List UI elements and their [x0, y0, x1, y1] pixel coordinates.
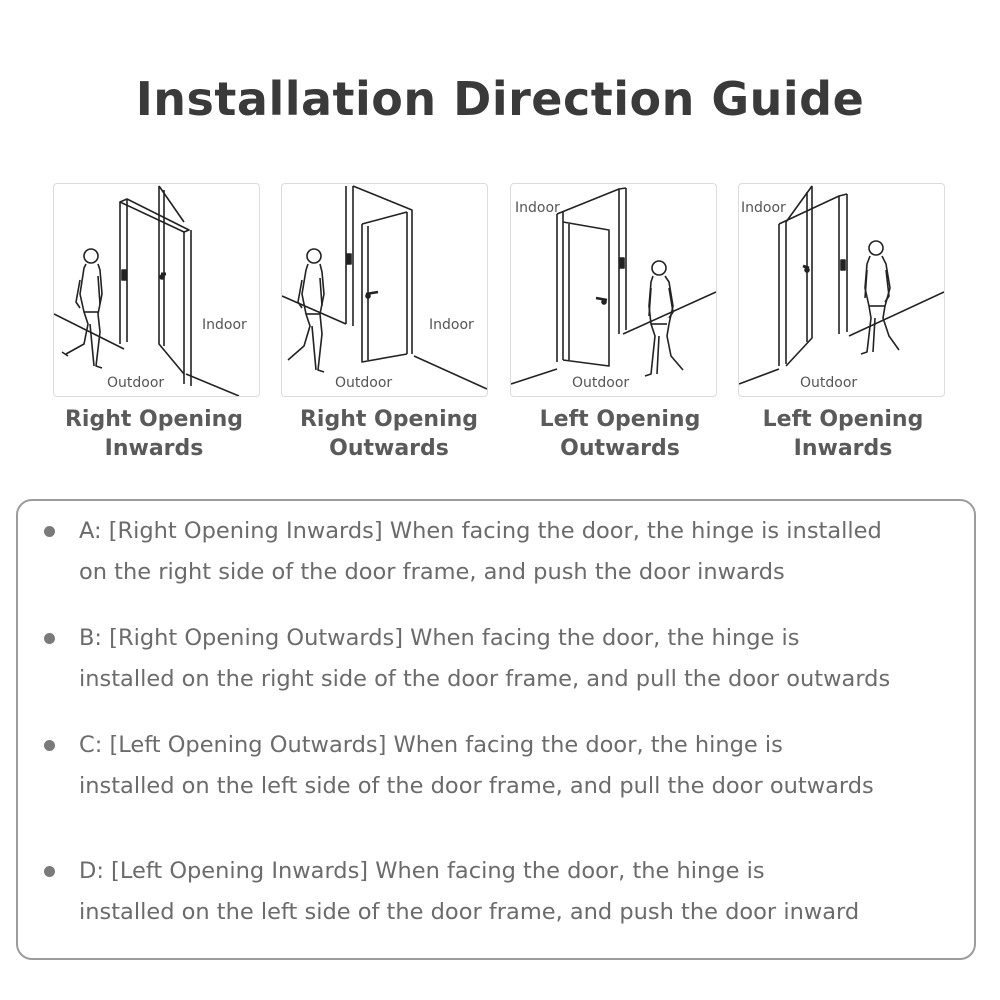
indoor-label: Indoor — [741, 200, 786, 216]
diagram-left-opening-inwards — [738, 183, 945, 397]
outdoor-label: Outdoor — [335, 375, 393, 391]
caption-line: Inwards — [793, 436, 893, 461]
instruction-line: installed on the left side of the door frame, and pull the door outwards — [79, 773, 874, 799]
indoor-label: Indoor — [515, 200, 560, 216]
instruction-line: B: [Right Opening Outwards] When facing the door, the hinge is — [79, 625, 800, 651]
caption-line: Outwards — [329, 436, 449, 461]
caption-left-opening-outwards — [505, 405, 735, 463]
outdoor-label: Outdoor — [107, 375, 165, 391]
page-title: Installation Direction Guide — [135, 72, 865, 126]
instruction-text — [79, 511, 954, 593]
caption-line: Left Opening — [762, 407, 924, 432]
instruction-text — [79, 851, 954, 933]
caption-line: Left Opening — [539, 407, 701, 432]
bullet-icon — [44, 866, 55, 877]
bullet-icon — [44, 633, 55, 644]
outdoor-label: Outdoor — [800, 375, 858, 391]
instruction-text — [79, 618, 954, 700]
caption-right-opening-outwards — [274, 405, 504, 463]
instructions-box — [16, 499, 976, 960]
indoor-label: Indoor — [202, 317, 247, 333]
diagram-left-opening-outwards — [510, 183, 717, 397]
door-illustration — [282, 184, 487, 396]
instruction-line: D: [Left Opening Inwards] When facing the door, the hinge is — [79, 858, 765, 884]
diagram-right-opening-outwards — [281, 183, 488, 397]
instruction-line: installed on the left side of the door frame, and push the door inward — [79, 899, 860, 925]
caption-right-opening-inwards — [39, 405, 269, 463]
bullet-icon — [44, 740, 55, 751]
instruction-line: on the right side of the door frame, and push the door inwards — [79, 559, 785, 585]
instruction-line: installed on the right side of the door frame, and pull the door outwards — [79, 666, 891, 692]
caption-line: Outwards — [560, 436, 680, 461]
diagram-right-opening-inwards — [53, 183, 260, 397]
bullet-icon — [44, 526, 55, 537]
indoor-label: Indoor — [429, 317, 474, 333]
caption-line: Right Opening — [299, 407, 479, 432]
door-illustration — [54, 184, 259, 396]
outdoor-label: Outdoor — [572, 375, 630, 391]
instruction-line: A: [Right Opening Inwards] When facing the door, the hinge is installed — [79, 518, 882, 544]
instruction-text — [79, 725, 954, 807]
caption-line: Inwards — [104, 436, 204, 461]
instruction-line: C: [Left Opening Outwards] When facing the door, the hinge is — [79, 732, 783, 758]
caption-line: Right Opening — [64, 407, 244, 432]
caption-left-opening-inwards — [728, 405, 958, 463]
